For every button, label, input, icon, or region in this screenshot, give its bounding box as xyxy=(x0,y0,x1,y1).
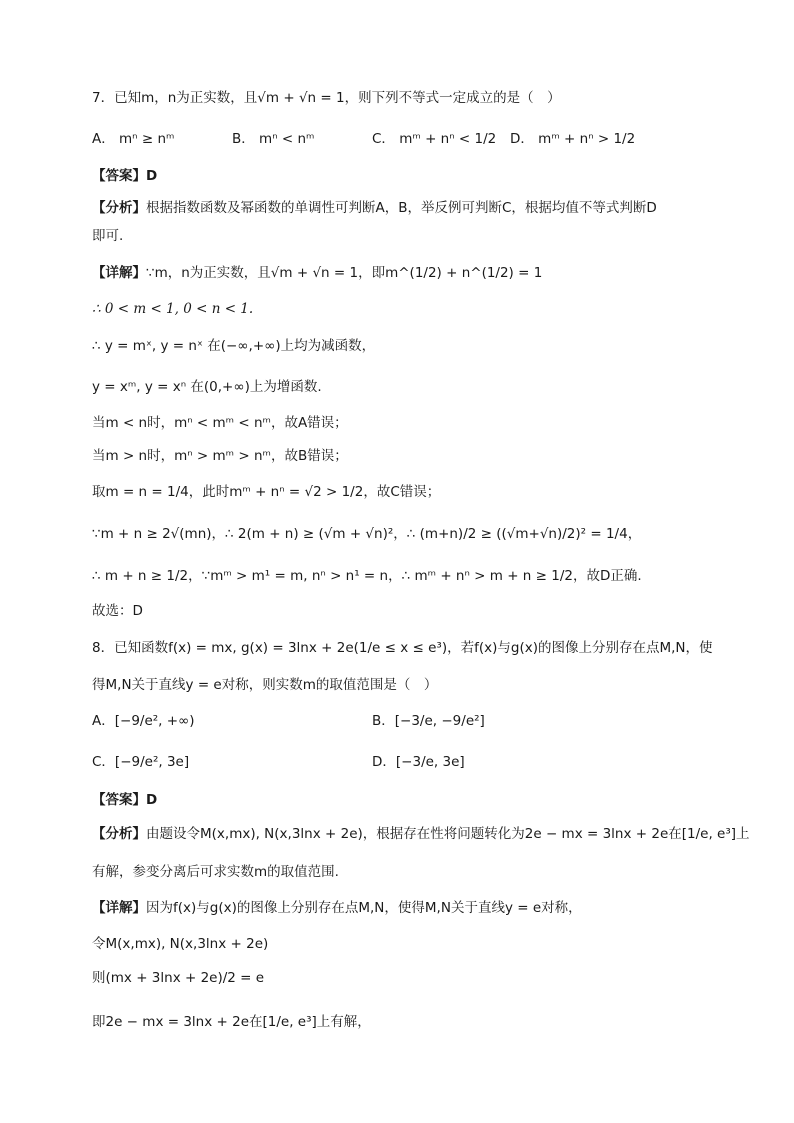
q7-stem: 7．已知m，n为正实数，且√m + √n = 1，则下列不等式一定成立的是（ ） xyxy=(92,90,561,106)
q8-option-a: A．[−9/e², +∞) xyxy=(92,713,195,729)
q7-detail-line-7: 取m = n = 1/4，此时mᵐ + nⁿ = √2 > 1/2，故C错误； xyxy=(92,484,441,500)
q7-option-c: C． mᵐ + nⁿ < 1/2 xyxy=(372,131,497,147)
q8-option-c: C．[−9/e², 3e] xyxy=(92,754,190,770)
q7-detail-line-9: ∴ m + n ≥ 1/2，∵mᵐ > m¹ = m, nⁿ > n¹ = n，∴ mᵐ + nⁿ > m + n ≥ 1/2，故D正确. xyxy=(92,568,642,584)
q7-detail-line-6: 当m > n时，mⁿ > mᵐ > nᵐ，故B错误； xyxy=(92,448,348,464)
q7-detail-line-3: ∴ y = mˣ, y = nˣ 在(−∞,+∞)上均为减函数， xyxy=(92,338,376,354)
q8-analysis-label: 【分析】 xyxy=(92,826,146,842)
q7-option-b: B． mⁿ < nᵐ xyxy=(232,131,315,147)
q8-detail-line-4: 即2e − mx = 3lnx + 2e在[1/e, e³]上有解， xyxy=(92,1014,371,1030)
q7-detail-line-1 xyxy=(92,263,542,283)
q8-option-b: B．[−3/e, −9/e²] xyxy=(372,713,485,729)
q7-analysis-text-1: 根据指数函数及幂函数的单调性可判断A，B，举反例可判断C，根据均值不等式判断D xyxy=(146,200,657,216)
q7-detail-line-4: y = xᵐ, y = xⁿ 在(0,+∞)上为增函数. xyxy=(92,379,322,395)
q8-detail-line-3: 则(mx + 3lnx + 2e)/2 = e xyxy=(92,970,265,986)
q7-answer: 【答案】D xyxy=(92,168,158,184)
q7-detail-line-2: ∴ 0 < m < 1, 0 < n < 1. xyxy=(92,301,254,317)
q8-answer: 【答案】D xyxy=(92,792,158,808)
q8-detail-label: 【详解】 xyxy=(92,900,146,916)
q7-analysis-line-1 xyxy=(92,198,657,218)
q7-detail-line-10: 故选：D xyxy=(92,603,143,619)
q8-detail-line-1 xyxy=(92,898,582,918)
q8-analysis-line-2: 有解，参变分离后可求实数m的取值范围. xyxy=(92,864,339,880)
q7-detail-line-8: ∵m + n ≥ 2√(mn)，∴ 2(m + n) ≥ (√m + √n)²，∴ (m+n)/2 ≥ ((√m+√n)/2)² = 1/4， xyxy=(92,526,642,542)
q8-detail-text-1: 因为f(x)与g(x)的图像上分别存在点M,N，使得M,N关于直线y = e对称， xyxy=(146,900,582,916)
q7-detail-label: 【详解】 xyxy=(92,265,146,281)
q8-stem-line-2: 得M,N关于直线y = e对称，则实数m的取值范围是（ ） xyxy=(92,677,438,693)
q7-detail-text-1: ∵m，n为正实数，且√m + √n = 1，即m^(1/2) + n^(1/2) = 1 xyxy=(146,265,543,281)
q7-analysis-label: 【分析】 xyxy=(92,200,146,216)
q8-analysis-line-1 xyxy=(92,824,750,844)
q8-analysis-text-1: 由题设令M(x,mx), N(x,3lnx + 2e)，根据存在性将问题转化为2e − mx = 3lnx + 2e在[1/e, e³]上 xyxy=(146,826,750,842)
q7-option-a: A． mⁿ ≥ nᵐ xyxy=(92,131,175,147)
q7-detail-line-5: 当m < n时，mⁿ < mᵐ < nᵐ，故A错误； xyxy=(92,415,348,431)
q8-stem-line-1: 8．已知函数f(x) = mx, g(x) = 3lnx + 2e(1/e ≤ x ≤ e³)，若f(x)与g(x)的图像上分别存在点M,N，使 xyxy=(92,640,713,656)
q7-analysis-line-2: 即可. xyxy=(92,228,124,244)
q8-detail-line-2: 令M(x,mx), N(x,3lnx + 2e) xyxy=(92,936,269,952)
q7-option-d: D． mᵐ + nⁿ > 1/2 xyxy=(510,131,636,147)
q8-option-d: D．[−3/e, 3e] xyxy=(372,754,465,770)
